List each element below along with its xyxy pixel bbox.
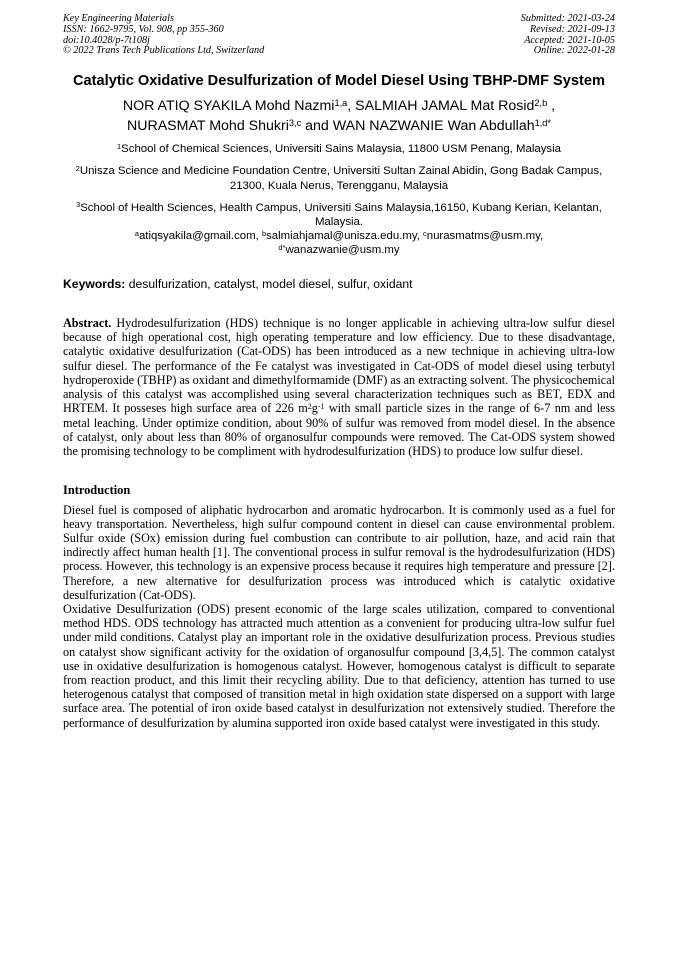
email-link[interactable]: atiqsyakila@gmail.com, bbox=[138, 230, 262, 243]
keywords bbox=[63, 277, 615, 292]
author-name: SALMIAH JAMAL Mat Rosid bbox=[355, 98, 535, 115]
email-sup: d* bbox=[278, 243, 286, 253]
introduction-paragraph-2: Oxidative Desulfurization (ODS) present economic of the large scales utilization, compared to conventional method HDS. ODS technology has attracted much attention as a convenient for producing ultra-low sulfur fuel under mild conditions. Catalyst play an important role in the oxidative desulfurization process. Previous studies on catalyst show significant activity for the oxidation of organosulfur compound [3,4,5]. The common catalyst use in oxidative desulfurization is homogenous catalyst. However, homogenous catalyst is difficult to separate from reaction product, and this limit their recycling ability. Due to that deficiency, attention has turned to use heterogenous catalyst that composed of transition metal in high oxidation state dispersed on a support with large surface area. The potential of iron oxide based catalyst in desulfurization not extensively studied. Therefore the performance of desulfurization by alumina supported iron oxide based catalyst were investigated in this study. bbox=[63, 602, 615, 730]
abstract bbox=[63, 316, 615, 459]
email-link[interactable]: salmiahjamal@unisza.edu.my, bbox=[266, 230, 424, 243]
journal-copyright: © 2022 Trans Tech Publications Ltd, Switzerland bbox=[63, 45, 265, 57]
journal-info bbox=[63, 14, 264, 57]
abstract-sup: 2 bbox=[307, 401, 312, 411]
author-name: NOR ATIQ SYAKILA Mohd Nazmi bbox=[122, 98, 335, 115]
author-sup: 1,d* bbox=[534, 118, 552, 129]
email-sup: a bbox=[134, 228, 139, 238]
introduction-paragraph-1: Diesel fuel is composed of aliphatic hydrocarbon and aromatic hydrocarbon. It is commonly used as a fuel for heavy transportation. Nevertheless, high sulfur compound content in diesel can cause environmental problem. Sulfur oxide (SOx) emission during fuel combustion can contribute to air pollution, haze, and acid rain that indirectly affect human health [1]. The conventional process in sulfur removal is the hydrodesulfurization (HDS) process. However, this technology is an expensive process because it requires high temperature and pressure [2]. Therefore, a new alternative for desulfurization process was introduced which is catalytic oxidative desulfurization (Cat-ODS). bbox=[63, 502, 615, 602]
paper-title: Catalytic Oxidative Desulfurization of Model Diesel Using TBHP-DMF System bbox=[73, 73, 605, 90]
email-sup: c bbox=[423, 228, 427, 238]
author-name: WAN NAZWANIE Wan Abdullah bbox=[332, 118, 535, 135]
affiliation-sup: 3 bbox=[76, 200, 81, 210]
author-sup: 2,b bbox=[534, 98, 548, 109]
abstract-text: Hydrodesulfurization (HDS) technique is no longer applicable in achieving ultra-low sulfur diesel because of high operational cost, high operating temperature and low efficiency. Due to these disadvantage, catalytic oxidative desulfurization (Cat-ODS) has been introduced as a new technique in achieving ultra-low sulfur diesel. The performance of the Fe catalyst was investigated in Cat-ODS of model diesel using terbutyl hydroperoxide (TBHP) as oxidant and dimethylformamide (DMF) as an extracting solvent. The physicochemical analysis of this catalyst was accomplished using several characterization techniques such as BET, EDX and HRTEM. It posseses high surface area of 226 m bbox=[63, 315, 615, 416]
author-name: NURASMAT Mohd Shukri bbox=[126, 118, 289, 135]
journal-name: Key Engineering Materials bbox=[63, 13, 174, 24]
author-and: and bbox=[305, 118, 329, 135]
affiliation-sup: 1 bbox=[117, 141, 122, 151]
affiliation-text: School of Health Sciences, Health Campus, Universiti Sains Malaysia,16150, Kubang Kerian, Kelantan, Malaysia. bbox=[80, 201, 602, 228]
affiliation-3 bbox=[63, 201, 615, 229]
author-sup: 3,c bbox=[288, 118, 302, 129]
date-online: Online: 2022-01-28 bbox=[533, 45, 615, 57]
author-sup: 1,a bbox=[334, 98, 348, 109]
date-revised: Revised: 2021-09-13 bbox=[529, 23, 615, 35]
email-link[interactable]: nurasmatms@usm.my, bbox=[426, 230, 544, 243]
affiliation-2 bbox=[63, 164, 615, 192]
keywords-text: desulfurization, catalyst, model diesel, sulfur, oxidant bbox=[125, 276, 413, 291]
author-list: NOR ATIQ SYAKILA Mohd Nazmi$^{1,a}$, SALMIAH JAMAL Mat Rosid$^{2,b}$ , NURASMAT Mohd Shukri$^{3,c}$ and WAN NAZWANIE Wan Abdullah$^{1,d*}$ bbox=[122, 98, 556, 135]
email-sup: b bbox=[261, 228, 267, 238]
affiliation-sup: 2 bbox=[75, 164, 80, 174]
journal-doi: doi:10.4028/p-7t108j bbox=[63, 34, 150, 46]
publication-dates bbox=[521, 14, 615, 57]
abstract-text: g bbox=[311, 401, 318, 416]
journal-header bbox=[63, 14, 615, 57]
journal-issn: ISSN: 1662-9795, Vol. 908, pp 355-360 bbox=[63, 23, 224, 35]
author-emails bbox=[63, 229, 615, 257]
affiliation-text: School of Chemical Sciences, Universiti Sains Malaysia, 11800 USM Penang, Malaysia bbox=[121, 143, 561, 156]
abstract-sup: -1 bbox=[317, 401, 325, 411]
introduction-heading: Introduction bbox=[63, 482, 131, 497]
email-link[interactable]: wanazwanie@usm.my bbox=[285, 244, 400, 257]
abstract-label: Abstract. bbox=[63, 315, 112, 330]
keywords-label: Keywords: bbox=[63, 276, 126, 291]
date-submitted: Submitted: 2021-03-24 bbox=[520, 13, 615, 24]
affiliation-text: Unisza Science and Medicine Foundation Centre, Universiti Sultan Zainal Abidin, Gong Badak Campus, 21300, Kuala Nerus, Terengganu, Malaysia bbox=[79, 165, 603, 192]
date-accepted: Accepted: 2021-10-05 bbox=[524, 34, 615, 46]
abstract-text: with small particle sizes in the range of 6-7 nm and less metal leaching. Under optimize condition, about 90% of sulfur was removed from model diesel. In the absence of catalyst, only about less than 80% of organosulfur compounds were removed. The Cat-ODS system showed the promising technology to be compliment with hydrodesulfurization (HDS) to produce low sulfur diesel. bbox=[63, 401, 615, 459]
paper-page bbox=[63, 14, 615, 730]
affiliation-1 bbox=[63, 142, 615, 156]
